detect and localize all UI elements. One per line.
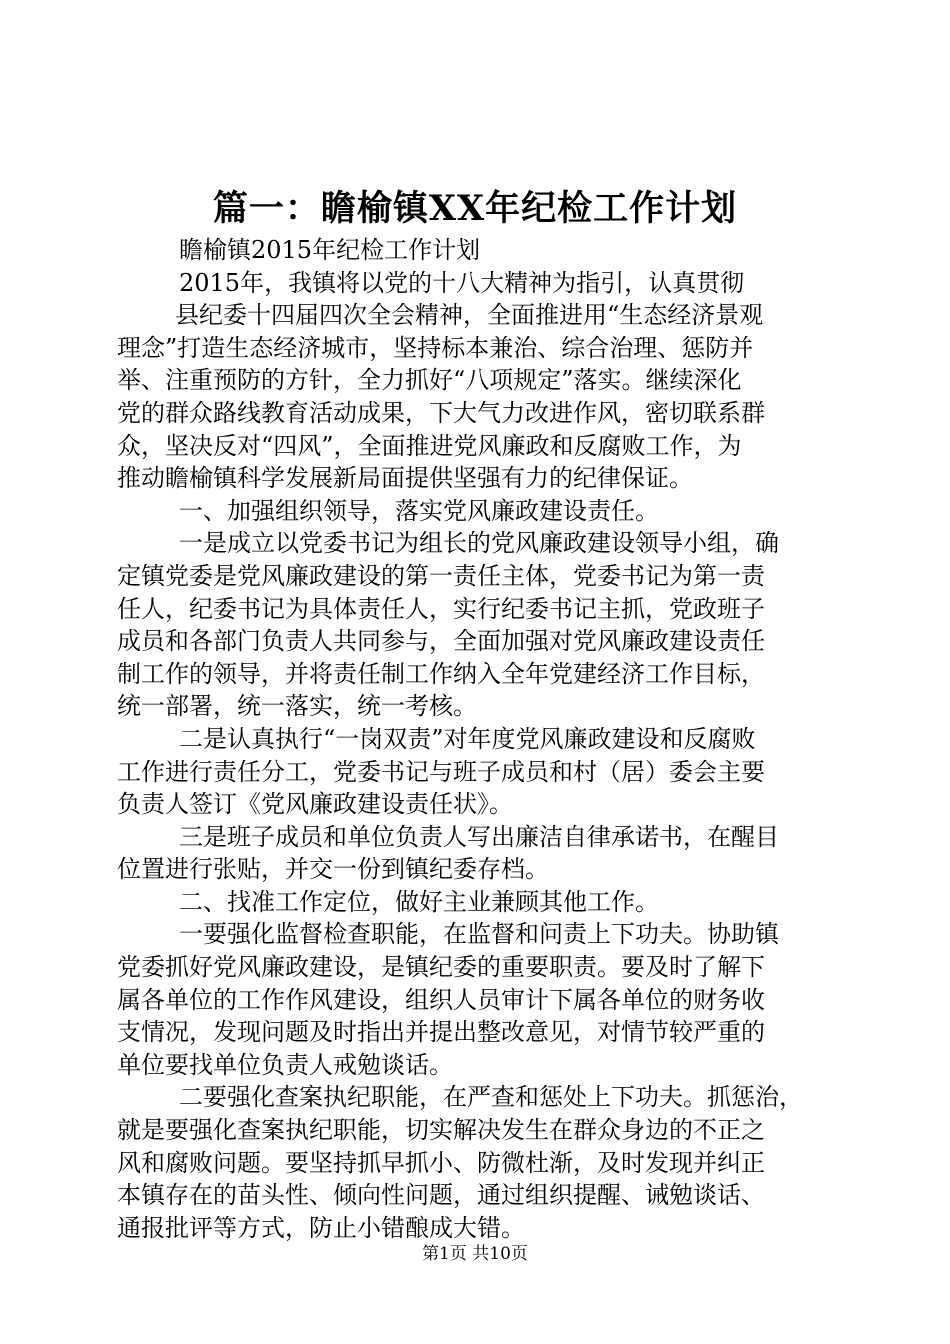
body-line: 党的群众路线教育活动成果，下大气力改进作风，密切联系群 [117, 398, 765, 427]
body-line: 成员和各部门负责人共同参与，全面加强对党风廉政建设责任 [117, 627, 765, 656]
section-heading: 二、找准工作定位，做好主业兼顾其他工作。 [179, 887, 659, 916]
body-line: 举、注重预防的方针，全力抓好“八项规定”落实。继续深化 [117, 366, 742, 395]
body-line: 支情况，发现问题及时指出并提出整改意见，对情节较严重的 [117, 1018, 765, 1047]
body-line: 位置进行张贴，并交一份到镇纪委存档。 [117, 855, 549, 884]
body-line: 本镇存在的苗头性、倾向性问题，通过组织提醒、诫勉谈话、 [117, 1181, 765, 1210]
body-line: 2015年，我镇将以党的十八大精神为指引，认真贯彻 [179, 268, 745, 297]
page-footer: 第1页 共10页 [422, 1244, 528, 1264]
body-line: 风和腐败问题。要坚持抓早抓小、防微杜渐，及时发现并纠正 [117, 1148, 765, 1177]
body-line: 二是认真执行“一岗双责”对年度党风廉政建设和反腐败 [179, 724, 756, 753]
section-heading: 一、加强组织领导，落实党风廉政建设责任。 [179, 496, 659, 525]
body-line: 理念”打造生态经济城市，坚持标本兼治、综合治理、惩防并 [117, 333, 754, 362]
body-line: 一是成立以党委书记为组长的党风廉政建设领导小组，确 [179, 529, 779, 558]
body-line: 任人，纪委书记为具体责任人，实行纪委书记主抓，党政班子 [117, 594, 765, 623]
document-title: 篇一：瞻榆镇XX年纪检工作计划 [212, 188, 738, 229]
body-line: 党委抓好党风廉政建设，是镇纪委的重要职责。要及时了解下 [117, 953, 765, 982]
body-line: 通报批评等方式，防止小错酿成大错。 [117, 1213, 525, 1242]
body-line: 就是要强化查案执纪职能，切实解决发生在群众身边的不正之 [117, 1116, 765, 1145]
body-line: 制工作的领导，并将责任制工作纳入全年党建经济工作目标， [117, 659, 765, 688]
body-line: 单位要找单位负责人戒勉谈话。 [117, 1050, 453, 1079]
body-line: 工作进行责任分工，党委书记与班子成员和村（居）委会主要 [117, 757, 765, 786]
body-line: 属各单位的工作作风建设，组织人员审计下属各单位的财务收 [117, 985, 765, 1014]
body-line: 县纪委十四届四次全会精神，全面推进用“生态经济景观 [175, 301, 764, 330]
body-line: 负责人签订《党风廉政建设责任状》。 [117, 790, 513, 819]
body-line: 定镇党委是党风廉政建设的第一责任主体，党委书记为第一责 [117, 561, 765, 590]
document-body [117, 234, 837, 1244]
body-line: 一要强化监督检查职能，在监督和问责上下功夫。协助镇 [179, 920, 779, 949]
body-line: 推动瞻榆镇科学发展新局面提供坚强有力的纪律保证。 [117, 464, 693, 493]
body-line: 三是班子成员和单位负责人写出廉洁自律承诺书，在醒目 [179, 822, 779, 851]
body-line: 统一部署，统一落实，统一考核。 [117, 692, 477, 721]
body-line: 瞻榆镇2015年纪检工作计划 [179, 236, 481, 264]
body-line: 二要强化查案执纪职能，在严查和惩处上下功夫。抓惩治， [179, 1083, 803, 1112]
body-line: 众，坚决反对“四风”，全面推进党风廉政和反腐败工作，为 [117, 431, 742, 460]
